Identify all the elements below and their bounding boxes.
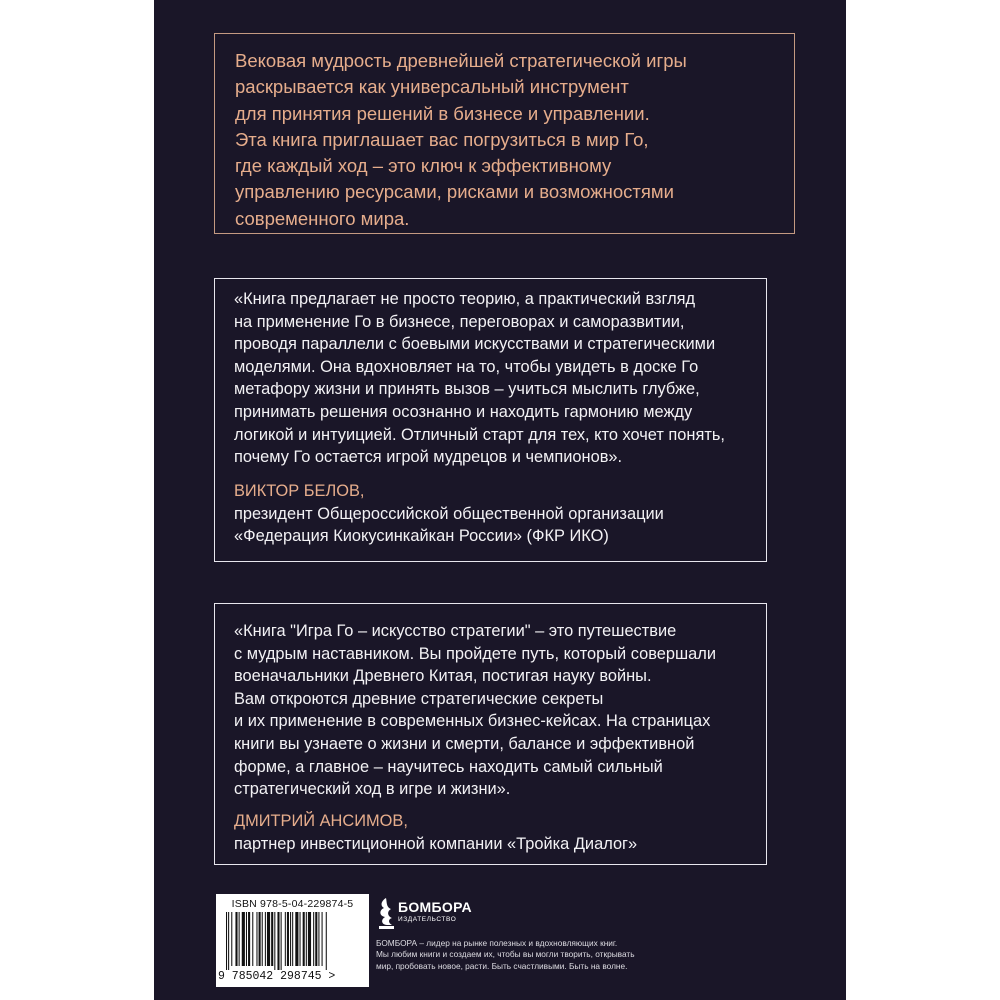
quote-line: Вам откроются древние стратегические секреты — [234, 689, 604, 708]
author-role: «Федерация Киокусинкайкан России» (ФКР ИКО) — [234, 527, 609, 546]
barcode-bar — [265, 912, 266, 966]
author-role: партнер инвестиционной компании «Тройка Диалог» — [234, 834, 638, 853]
intro-line: современного мира. — [235, 207, 410, 229]
quote-line: моделями. Она вдохновляет на то, чтобы увидеть в доске Го — [234, 357, 699, 376]
quote-line: принимать решения осознанно и находить гармонию между — [234, 402, 693, 421]
blurb-line: Мы любим книги и создаем их, чтобы вы могли творить, открывать — [376, 949, 635, 960]
barcode-bar — [239, 912, 240, 966]
isbn-barcode — [216, 894, 369, 987]
intro-line: для принятия решений в бизнесе и управлении. — [235, 102, 650, 124]
author-name: ВИКТОР БЕЛОВ, — [234, 482, 365, 500]
barcode-bar — [303, 912, 305, 966]
bombora-logo-icon — [376, 897, 396, 931]
publisher-name: БОМБОРА — [398, 899, 472, 915]
author-role: президент Общероссийской общественной организации — [234, 504, 664, 523]
barcode-bar — [226, 912, 227, 970]
barcode-bar — [318, 912, 319, 966]
barcode-bar — [235, 912, 237, 966]
intro-line: Эта книга приглашает вас погрузиться в мир Го, — [235, 128, 649, 150]
barcode-bars — [224, 912, 364, 970]
blurb-line: мир, пробовать новое, расти. Быть счастливыми. Быть на волне. — [376, 960, 628, 971]
intro-text — [235, 48, 687, 232]
barcode-bar — [281, 912, 282, 970]
blurb-line: БОМБОРА – лидер на рынке полезных и вдохновляющих книг. — [376, 938, 618, 948]
intro-line: где каждый ход – это ключ к эффективному — [235, 155, 612, 177]
quote-line: «Книга "Игра Го – искусство стратегии" – это путешествие — [234, 622, 677, 640]
isbn-digits: 9 785042 298745 > — [218, 970, 336, 983]
barcode-bar — [267, 912, 270, 966]
barcode-bar — [287, 912, 289, 966]
publisher-blurb — [376, 938, 635, 972]
quote-line: форме, а главное – научитесь находить самый сильный — [234, 757, 663, 776]
barcode-bar — [295, 912, 298, 966]
quote-line: проводя параллели с боевыми искусствами и стратегическими — [234, 335, 716, 354]
quote-line: и их применение в современных бизнес-кейсах. На страницах — [234, 712, 711, 731]
barcode-bar — [292, 912, 293, 966]
barcode-bar — [271, 912, 273, 966]
barcode-bar — [285, 912, 286, 966]
author-name: ДМИТРИЙ АНСИМОВ, — [234, 812, 408, 830]
quote-line: стратегический ход в игре и жизни». — [234, 780, 511, 799]
quote-line: почему Го остается игрой мудрецов и чемпионов». — [234, 448, 623, 467]
quote2-attribution — [234, 810, 637, 855]
quote1-attribution — [234, 480, 664, 548]
barcode-bar — [242, 912, 245, 966]
quote-line: на применение Го в бизнесе, переговорах и саморазвитии, — [234, 312, 685, 331]
quote2-text — [234, 620, 716, 801]
barcode-bar — [326, 912, 327, 970]
barcode-bar — [322, 912, 323, 966]
intro-line: раскрывается как универсальный инструмент — [235, 76, 629, 98]
barcode-bar — [306, 912, 307, 966]
publisher-logo — [376, 895, 476, 935]
quote-line: логикой и интуицией. Отличный старт для тех, кто хочет понять, — [234, 425, 725, 444]
barcode-bar — [246, 912, 247, 966]
barcode-bar — [308, 912, 311, 966]
barcode-bar — [231, 912, 232, 966]
barcode-bar — [248, 912, 250, 966]
barcode-bar — [252, 912, 253, 966]
barcode-bar — [274, 912, 275, 970]
quote-line: с мудрым наставником. Вы пройдете путь, который совершали — [234, 644, 716, 663]
intro-line: управлению ресурсами, рисками и возможностями — [235, 181, 674, 203]
barcode-bar — [259, 912, 261, 966]
quote-line: «Книга предлагает не просто теорию, а практический взгляд — [234, 290, 696, 308]
barcode-bar — [300, 912, 301, 966]
barcode-bar — [315, 912, 317, 966]
barcode-bar — [256, 912, 257, 966]
quote-line: книги вы узнаете о жизни и смерти, балансе и эффективной — [234, 734, 695, 753]
barcode-bar — [313, 912, 314, 966]
quote-line: военачальники Древнего Китая, постигая науку войны. — [234, 667, 652, 686]
quote1-text — [234, 288, 725, 469]
intro-line: Вековая мудрость древнейшей стратегической игры — [235, 50, 687, 71]
isbn-label: ISBN 978-5-04-229874-5 — [231, 898, 354, 910]
barcode-bar — [228, 912, 229, 970]
barcode-bar — [277, 912, 279, 970]
barcode-bar — [262, 912, 263, 966]
quote-line: метафору жизни и принять вызов – учиться мыслить глубже, — [234, 380, 700, 399]
publisher-subtitle: ИЗДАТЕЛЬСТВО — [398, 916, 457, 923]
barcode-bar — [290, 912, 291, 966]
